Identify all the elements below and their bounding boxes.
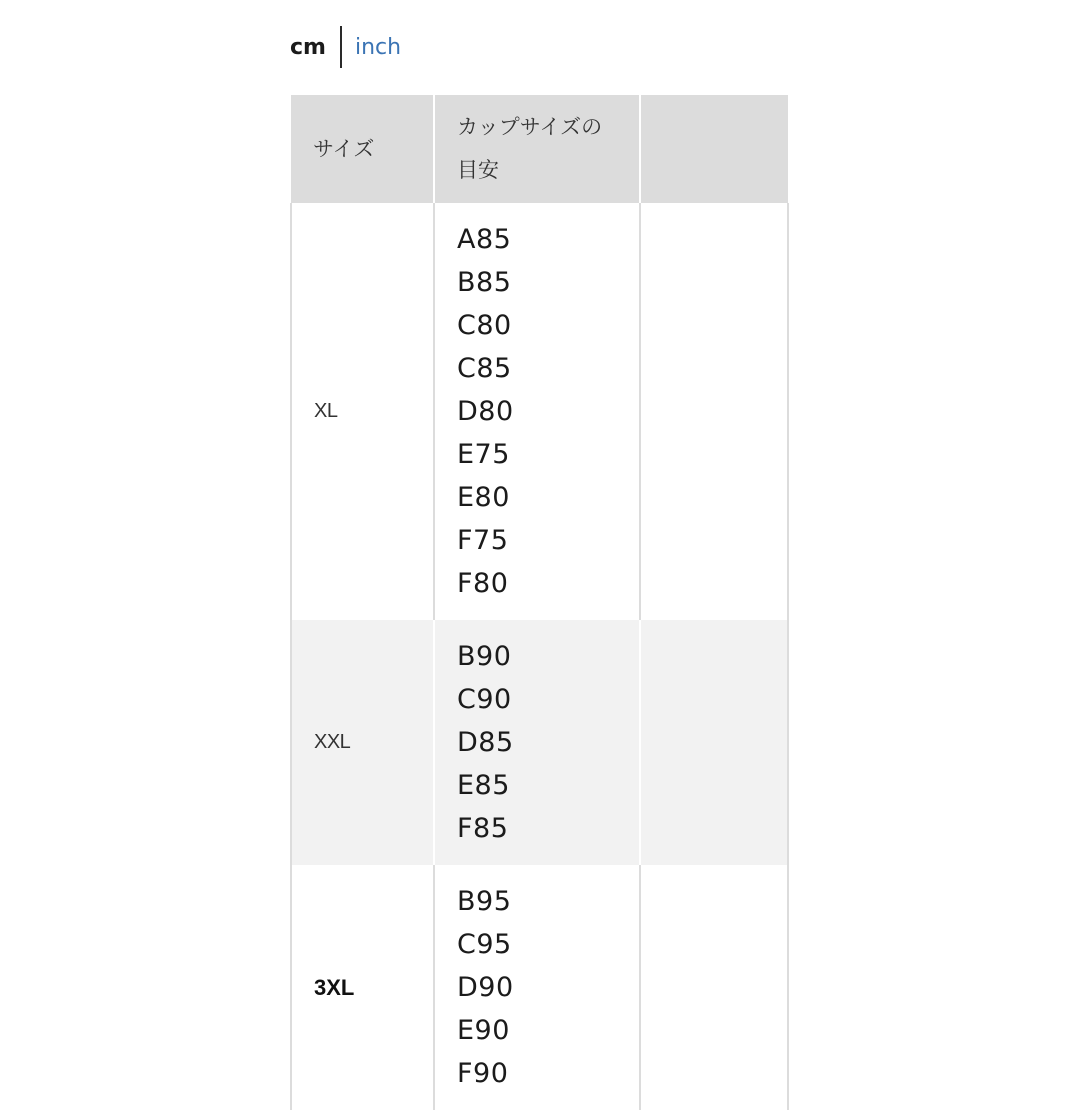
table-header-row (291, 95, 788, 203)
header-cup-size-label (435, 106, 639, 192)
cup-item: F75 (457, 525, 509, 556)
table-row-3xl (291, 865, 788, 1110)
cup-list (435, 203, 639, 620)
cup-item: B85 (457, 267, 512, 298)
header-cup-line2: 目安 (457, 158, 499, 182)
cup-item: D80 (457, 396, 514, 427)
cup-item: E75 (457, 439, 510, 470)
size-label: XL (314, 400, 338, 422)
unit-cm-option[interactable]: cm (290, 34, 326, 60)
cup-item: D90 (457, 972, 514, 1003)
cell-cups-xl (434, 203, 640, 620)
header-size-label: サイズ (313, 136, 375, 161)
unit-inch-option[interactable]: inch (354, 34, 402, 60)
table-row-xxl (291, 620, 788, 865)
cup-item: A85 (457, 224, 512, 255)
table-row-xl (291, 203, 788, 620)
header-size (291, 95, 434, 203)
cell-empty-xl (640, 203, 788, 620)
cup-list (435, 865, 639, 1110)
cell-size-3xl (291, 865, 434, 1110)
cup-item: C85 (457, 353, 512, 384)
cup-item: E85 (457, 770, 510, 801)
cup-item: F90 (457, 1058, 509, 1089)
header-cup-line1: カップサイズの (457, 115, 603, 139)
cup-item: E90 (457, 1015, 510, 1046)
cup-item: C95 (457, 929, 512, 960)
cell-empty-xxl (640, 620, 788, 865)
cup-item: C90 (457, 684, 512, 715)
cup-list (435, 620, 639, 865)
unit-toggle (290, 26, 401, 68)
unit-divider (340, 26, 342, 68)
cell-size-xxl (291, 620, 434, 865)
size-label: XXL (314, 731, 351, 753)
header-cup-size (434, 95, 640, 203)
size-chart-table (290, 95, 789, 1110)
size-label: 3XL (314, 974, 355, 1000)
cup-item: F80 (457, 568, 509, 599)
header-empty (640, 95, 788, 203)
cell-empty-3xl (640, 865, 788, 1110)
cell-size-xl (291, 203, 434, 620)
cell-cups-3xl (434, 865, 640, 1110)
cup-item: C80 (457, 310, 512, 341)
cup-item: D85 (457, 727, 514, 758)
cup-item: F85 (457, 813, 509, 844)
cup-item: B90 (457, 641, 512, 672)
cup-item: B95 (457, 886, 512, 917)
cup-item: E80 (457, 482, 510, 513)
cell-cups-xxl (434, 620, 640, 865)
